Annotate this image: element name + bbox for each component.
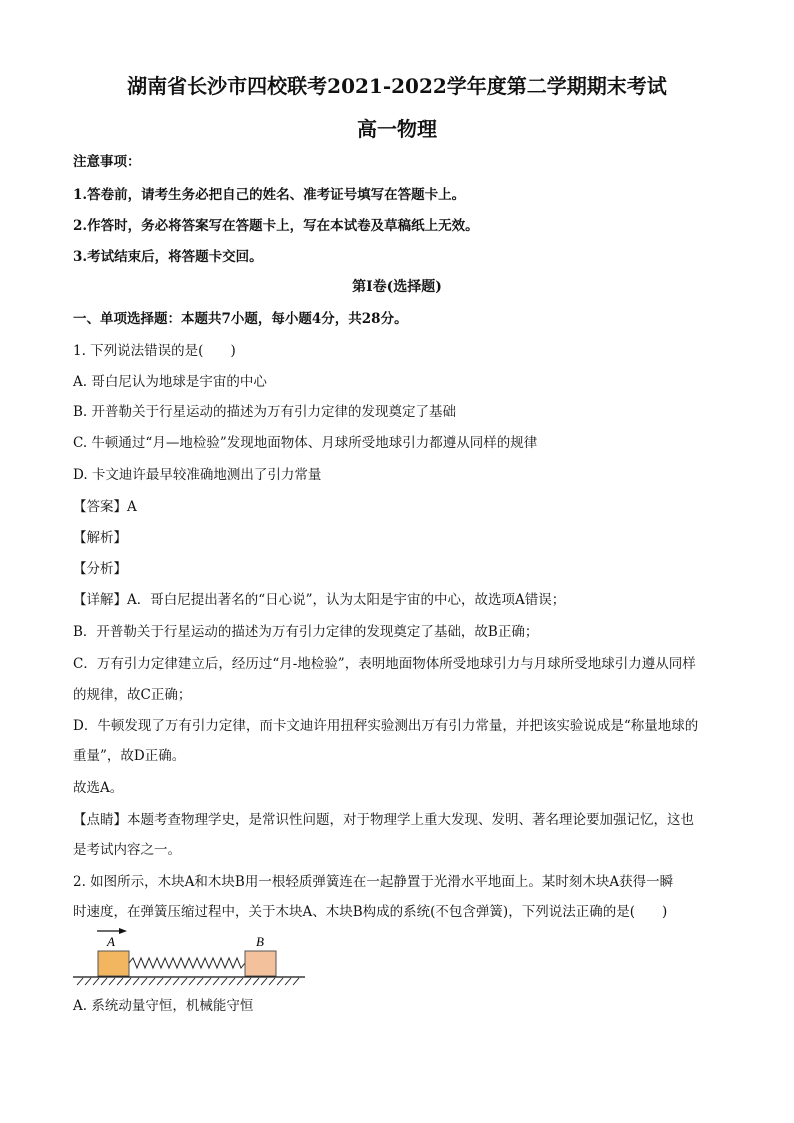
notice-item: 2.作答时，务必将答案写在答题卡上，写在本试卷及草稿纸上无效。 (73, 218, 479, 234)
exam-title: 湖南省长沙市四校联考2021-2022学年度第二学期期末考试 (127, 74, 667, 98)
exam-subtitle: 高一物理 (357, 117, 437, 141)
question-2-stem: 2. 如图所示，木块A和木块B用一根轻质弹簧连在一起静置于光滑水平地面上。某时刻木块A获得一瞬 (73, 874, 674, 890)
question-2-option-a: A. 系统动量守恒，机械能守恒 (73, 998, 254, 1014)
detail-line: B．开普勒关于行星运动的描述为万有引力定律的发现奠定了基础，故B正确； (73, 624, 539, 640)
detail-line: 【点睛】本题考查物理学史，是常识性问题，对于物理学上重大发现、发明、著名理论要加强记忆，这也 (73, 812, 694, 828)
velocity-arrow-head (119, 928, 127, 934)
detail-line: D．牛顿发现了万有引力定律，而卡文迪许用扭秤实验测出万有引力常量，并把该实验说成是“称量地球的 (73, 718, 699, 734)
detail-line: 重量”，故D正确。 (73, 748, 186, 764)
ground-hatching (77, 978, 299, 985)
question-1-stem: 1. 下列说法错误的是( ) (73, 343, 236, 359)
detail-line: 故选A。 (73, 780, 124, 796)
block-b-label: B (256, 934, 264, 949)
fenxi-label: 【分析】 (73, 561, 127, 577)
block-a-label: A (107, 934, 115, 949)
part1-heading: 一、单项选择题：本题共7小题，每小题4分，共28分。 (73, 311, 408, 327)
spring-blocks-figure (73, 927, 313, 989)
answer-label: 【答案】A (73, 499, 137, 515)
question-2-stem: 时速度，在弹簧压缩过程中，关于木块A、木块B构成的系统(不包含弹簧)，下列说法正确的是( ) (73, 904, 668, 920)
question-1-option-b: B. 开普勒关于行星运动的描述为万有引力定律的发现奠定了基础 (73, 404, 457, 420)
detail-line: 的规律，故C正确； (73, 687, 192, 703)
block-b (245, 951, 276, 976)
notice-heading: 注意事项： (73, 154, 141, 170)
notice-item: 1.答卷前，请考生务必把自己的姓名、准考证号填写在答题卡上。 (73, 187, 466, 203)
question-1-option-c: C. 牛顿通过“月—地检验”发现地面物体、月球所受地球引力都遵从同样的规律 (73, 435, 538, 451)
section-title: 第Ⅰ卷(选择题) (352, 279, 442, 295)
question-1-option-a: A. 哥白尼认为地球是宇宙的中心 (73, 374, 267, 390)
detail-line: C．万有引力定律建立后，经历过“月-地检验”，表明地面物体所受地球引力与月球所受地球引力遵从同样 (73, 656, 696, 672)
detail-line: 【详解】A．哥白尼提出著名的“日心说”，认为太阳是宇宙的中心，故选项A错误； (73, 592, 566, 608)
question-1-option-d: D. 卡文迪许最早较准确地测出了引力常量 (73, 467, 322, 483)
notice-item: 3.考试结束后，将答题卡交回。 (73, 249, 263, 265)
block-a (98, 951, 129, 976)
detail-line: 是考试内容之一。 (73, 842, 181, 858)
analysis-label: 【解析】 (73, 530, 127, 546)
spring (129, 958, 245, 968)
